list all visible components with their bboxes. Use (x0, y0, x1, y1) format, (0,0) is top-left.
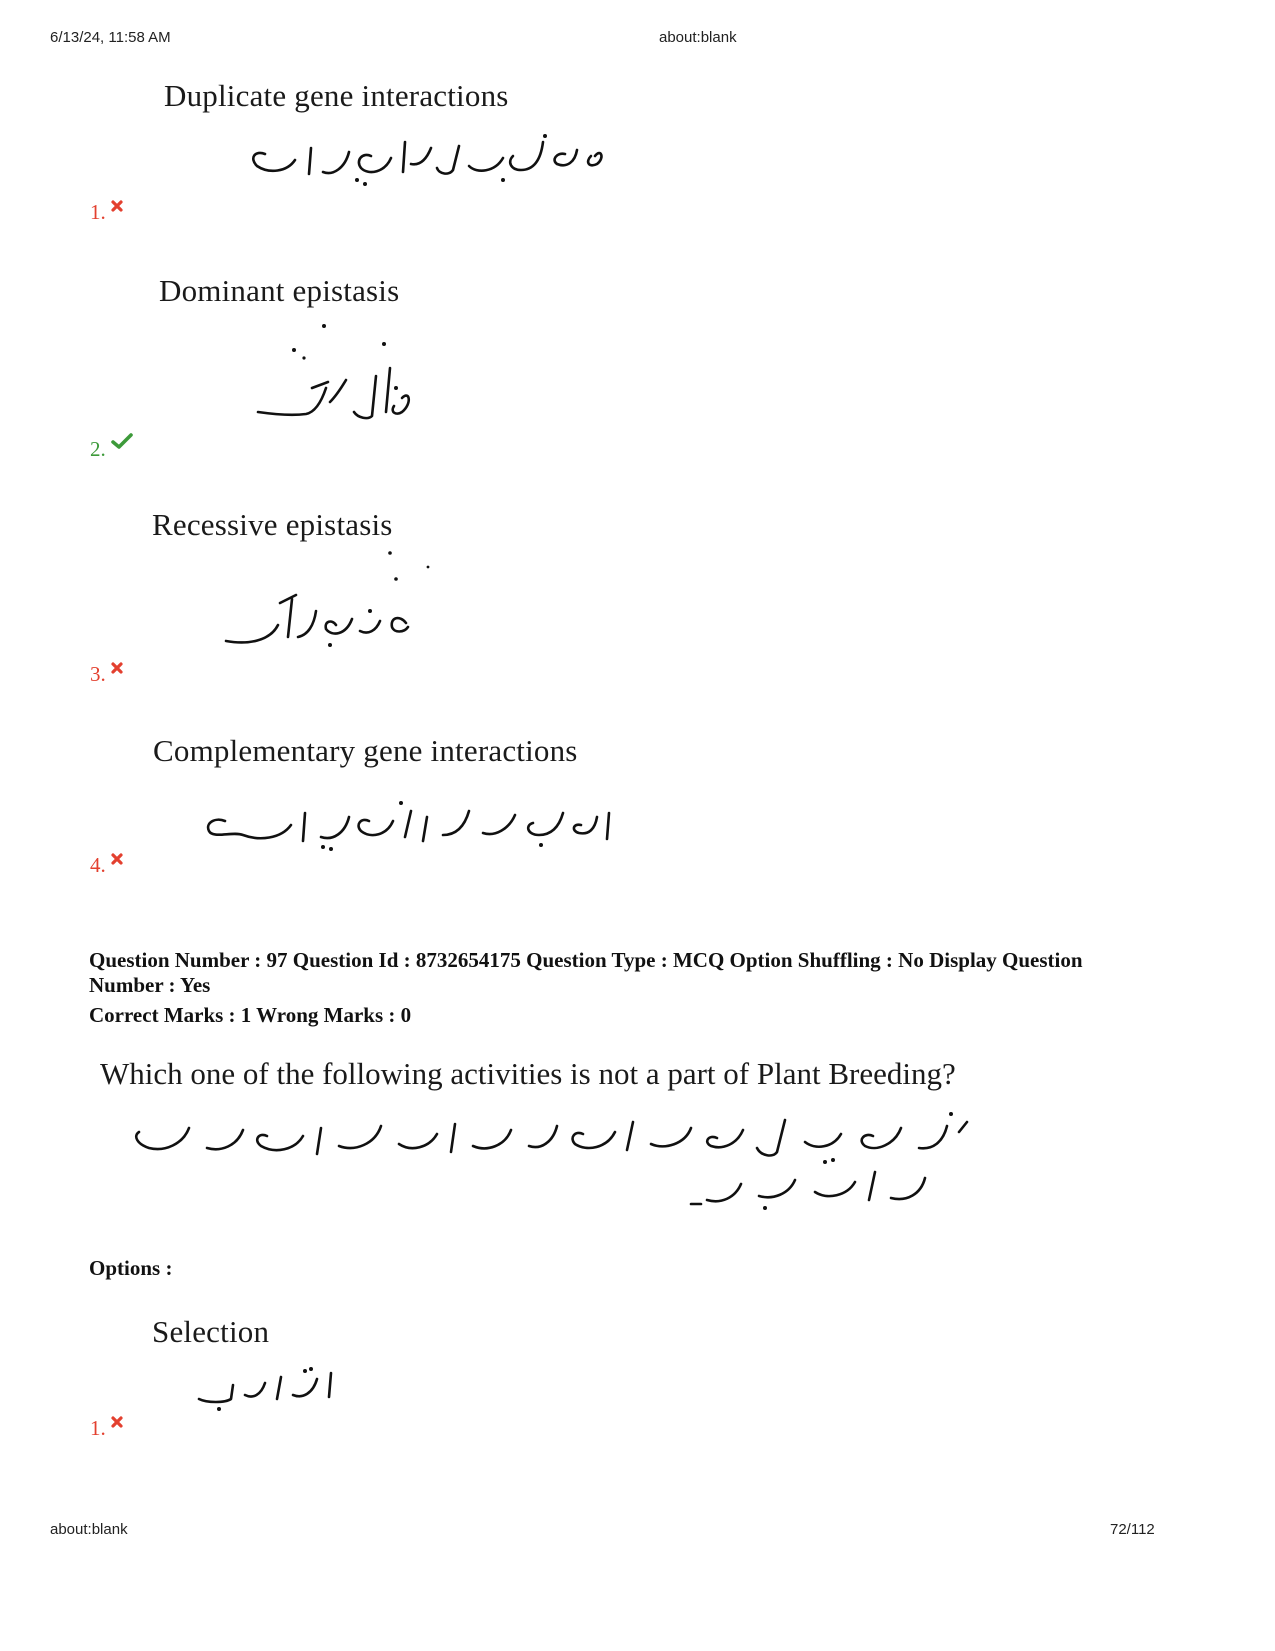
option-2-number-text: 2. (90, 437, 106, 461)
question-meta (89, 948, 1189, 998)
cross-icon (110, 1410, 124, 1435)
print-url: about:blank (659, 29, 737, 46)
print-page-indicator: 72/112 (1110, 1521, 1155, 1538)
cross-icon (110, 847, 124, 872)
option-2-urdu-handwriting (250, 320, 440, 425)
option-3-number-text: 3. (90, 662, 106, 686)
question-option-1-urdu-handwriting (195, 1365, 345, 1415)
question-option-1-number-text: 1. (90, 1416, 106, 1440)
option-4-english-text: Complementary gene interactions (153, 733, 578, 768)
question-option-1-english-text: Selection (152, 1314, 270, 1349)
question-marks: Correct Marks : 1 Wrong Marks : 0 (89, 1003, 412, 1027)
option-2-number (90, 437, 134, 462)
check-icon (110, 431, 134, 456)
option-1-number (90, 200, 124, 225)
option-3-urdu-handwriting (220, 545, 440, 655)
question-meta-line-1: Question Number : 97 Question Id : 8732654175 Question Type : MCQ Option Shuffling : No Display Question (89, 948, 1083, 972)
question-option-1-number (90, 1416, 124, 1441)
cross-icon (110, 194, 124, 219)
question-urdu-handwriting (125, 1108, 985, 1218)
question-english-text: Which one of the following activities is not a part of Plant Breeding? (100, 1056, 956, 1091)
cross-icon (110, 656, 124, 681)
option-4-urdu-handwriting (205, 795, 625, 855)
question-meta-line-2: Number : Yes (89, 973, 211, 997)
option-1-number-text: 1. (90, 200, 106, 224)
option-1-urdu-handwriting (245, 128, 615, 194)
options-label: Options : (89, 1256, 173, 1280)
print-datetime: 6/13/24, 11:58 AM (50, 29, 171, 46)
option-1-english-text: Duplicate gene interactions (164, 78, 509, 113)
option-4-number-text: 4. (90, 853, 106, 877)
print-footer-url: about:blank (50, 1521, 128, 1538)
option-3-english-text: Recessive epistasis (152, 507, 393, 542)
option-4-number (90, 853, 124, 878)
option-2-english-text: Dominant epistasis (159, 273, 400, 308)
option-3-number (90, 662, 124, 687)
